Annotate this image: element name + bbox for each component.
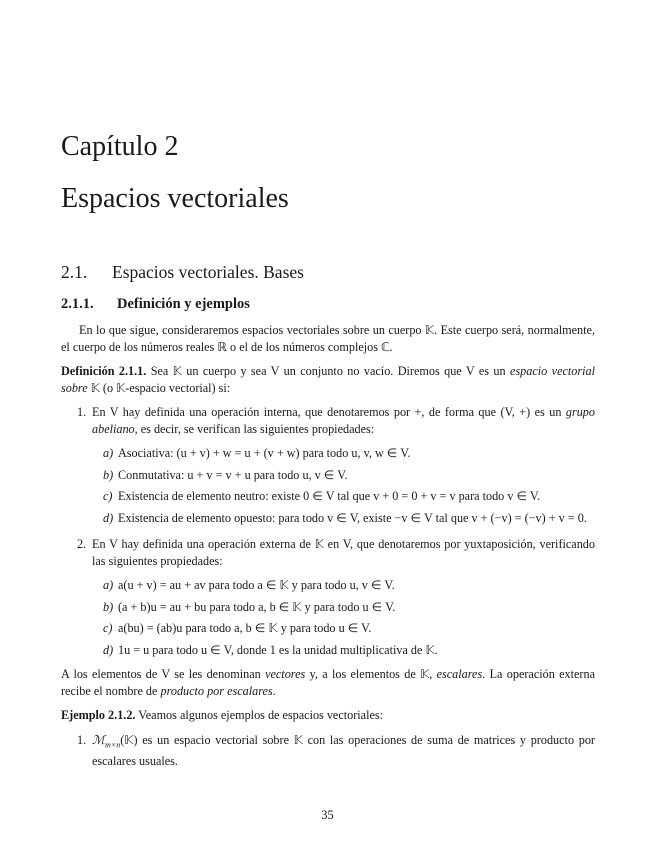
sub-item-label: c): [103, 489, 113, 503]
page-number: 35: [321, 808, 334, 822]
closing-text-b: y, a los elementos de 𝕂,: [305, 667, 437, 681]
definition-term: espacio vectorial sobre: [61, 364, 595, 395]
sub-item: [61, 642, 595, 659]
section-heading: [61, 262, 304, 283]
term-producto: producto por escalares: [160, 683, 273, 698]
section-title: Espacios vectoriales. Bases: [112, 262, 304, 282]
example-paragraph: [61, 707, 595, 724]
definition-paragraph: [61, 363, 595, 396]
example-text: Veamos algunos ejemplos de espacios vectoriales:: [135, 708, 384, 722]
item-label: 2.: [77, 537, 87, 551]
term-vectores: vectores: [265, 667, 306, 681]
sub-item-label: d): [103, 642, 114, 657]
sub-item: [61, 599, 595, 616]
sub-item: [61, 488, 595, 505]
item-term: grupo abeliano: [92, 405, 595, 436]
definition-text-a: Sea 𝕂 un cuerpo y sea V un conjunto no vacío. Diremos que V es un: [146, 364, 511, 378]
sub-item-text: 1u = u para todo u ∈ V, donde 1 es la unidad multiplicativa de 𝕂.: [118, 642, 438, 657]
example-head: Ejemplo 2.1.2.: [61, 708, 136, 722]
definition-text-b: 𝕂 (o 𝕂-espacio vectorial) si:: [87, 380, 231, 395]
sub-item-label: b): [103, 467, 114, 482]
item-text: En V hay definida una operación externa de 𝕂 en V, que denotaremos por yuxtaposición, verificando las siguientes propiedades:: [92, 537, 595, 568]
closing-paragraph: [61, 666, 595, 699]
definition-head: Definición 2.1.1.: [61, 364, 147, 378]
example-item-1: [61, 732, 595, 770]
sub-item-label: a): [103, 578, 114, 592]
chapter-title: Espacios vectoriales: [61, 183, 289, 214]
sub-item-text: Existencia de elemento opuesto: para todo v ∈ V, existe −v ∈ V tal que v + (−v) = (−v) + v = 0.: [118, 510, 587, 525]
sub-item: [61, 467, 595, 484]
subsection-title: Definición y ejemplos: [117, 296, 250, 312]
matrix-space-symbol: ℳ: [92, 732, 106, 747]
intro-paragraph: En lo que sigue, consideraremos espacios vectoriales sobre un cuerpo 𝕂. Este cuerpo será, normalmente, el cuerpo de los números reales ℝ o el de los números complejos ℂ.: [61, 323, 595, 354]
closing-text-d: .: [272, 683, 276, 698]
sub-item-text: (a + b)u = au + bu para todo a, b ∈ 𝕂 y para todo u ∈ V.: [118, 599, 396, 614]
sub-item-label: b): [103, 599, 114, 614]
sub-item-label: c): [103, 621, 113, 635]
matrix-subscript: m×n: [105, 739, 121, 749]
subsection-number: 2.1.1.: [61, 296, 94, 312]
closing-text-c: . La operación externa recibe el nombre de: [61, 667, 595, 698]
sub-item-text: a(bu) = (ab)u para todo a, b ∈ 𝕂 y para todo u ∈ V.: [118, 621, 372, 635]
sub-item-text: Conmutativa: u + v = v + u para todo u, v ∈ V.: [118, 467, 348, 482]
section-number: 2.1.: [61, 262, 88, 282]
subsection-heading: [61, 296, 250, 313]
item-text: (𝕂) es un espacio vectorial sobre 𝕂 con las operaciones de suma de matrices y producto por escalares usuales.: [92, 732, 595, 769]
sub-item: [61, 510, 595, 527]
item-label: 1.: [77, 405, 87, 419]
definition-item-1: [61, 404, 595, 437]
sub-item-text: Existencia de elemento neutro: existe 0 ∈ V tal que v + 0 = 0 + v = v para todo v ∈ V.: [118, 489, 541, 503]
sub-item-text: Asociativa: (u + v) + w = u + (v + w) para todo u, v, w ∈ V.: [118, 446, 411, 460]
term-escalares: escalares: [436, 667, 483, 681]
sub-item-label: d): [103, 510, 114, 525]
sub-item-label: a): [103, 446, 114, 460]
sub-item: [61, 620, 595, 637]
body-text: [61, 322, 595, 770]
sub-item-text: a(u + v) = au + av para todo a ∈ 𝕂 y para todo u, v ∈ V.: [118, 578, 395, 592]
item-label: 1.: [77, 732, 87, 747]
item-text-b: , es decir, se verifican las siguientes propiedades:: [134, 421, 375, 436]
item-text-a: En V hay definida una operación interna, que denotaremos por +, de forma que (V, +) es un: [92, 405, 566, 419]
sub-item: [61, 445, 595, 462]
definition-item-2: [61, 536, 595, 569]
sub-item: [61, 577, 595, 594]
chapter-label: Capítulo 2: [61, 131, 179, 162]
closing-text-a: A los elementos de V se les denominan: [61, 667, 266, 681]
